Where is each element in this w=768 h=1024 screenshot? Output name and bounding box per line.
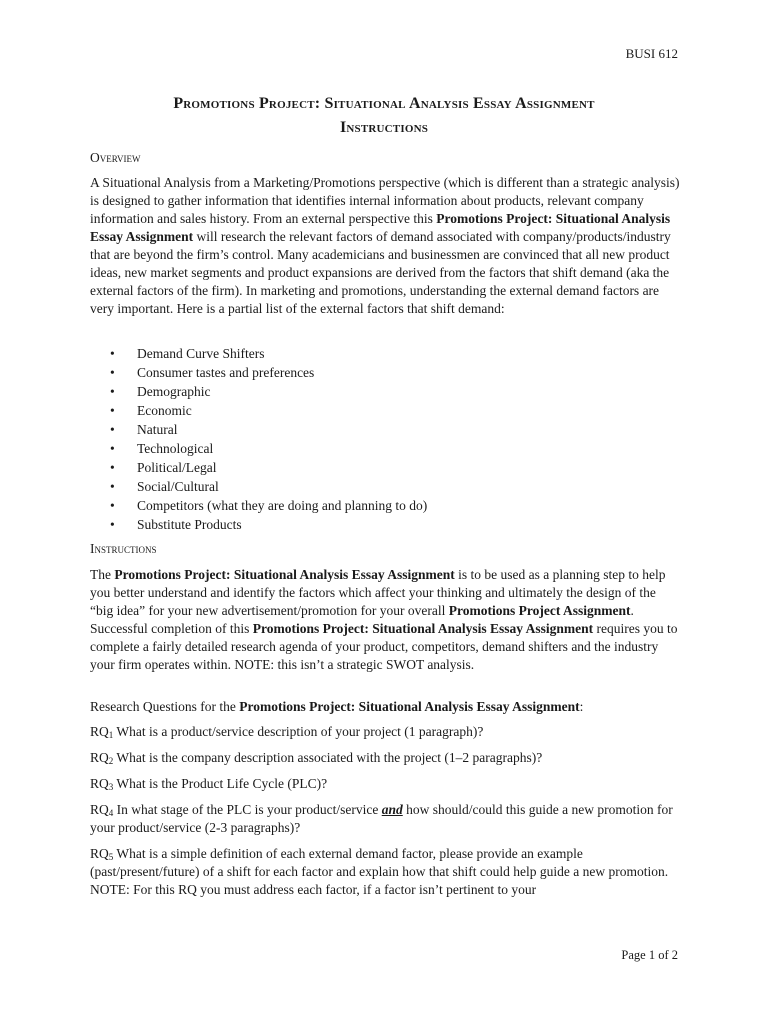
bullet-icon: • xyxy=(110,441,115,456)
list-item xyxy=(110,515,427,534)
course-code: BUSI 612 xyxy=(625,46,678,61)
document-title xyxy=(90,92,678,140)
list-item-label: Technological xyxy=(137,441,214,456)
list-item-label: Demand Curve Shifters xyxy=(137,346,265,361)
bullet-icon: • xyxy=(110,479,115,494)
bullet-icon: • xyxy=(110,422,115,437)
instructions-bold-2: Promotions Project Assignment xyxy=(448,603,631,618)
rq-text-continued: how should/could this guide a new promotion for your product/service (2-3 paragraphs)? xyxy=(90,802,673,835)
instructions-bold-1: Promotions Project: Situational Analysis Essay Assignment xyxy=(114,567,455,582)
list-item xyxy=(110,363,427,382)
demand-factor-list xyxy=(110,344,427,534)
bullet-icon: • xyxy=(110,403,115,418)
title-line-2: Instructions xyxy=(339,119,429,136)
list-item-label: Economic xyxy=(137,403,192,418)
rq-3 xyxy=(90,775,682,793)
overview-text-2: will research the relevant factors of demand associated with company/products/industry that are beyond the firm’s control. Many academicians and businessmen are convinced that all new product ideas, new market segments and product expansions are derived from the factors that shift demand (aka the external factors of the firm). In marketing and promotions, understanding the external demand factors are very important. Here is a partial list of the external factors that shift demand: xyxy=(90,229,671,316)
instructions-text-1: The xyxy=(90,567,115,582)
page-number: Page 1 of 2 xyxy=(621,948,678,962)
list-item xyxy=(110,344,427,363)
rq-number: 5 xyxy=(108,852,114,862)
title-line-1: Promotions Project: Situational Analysis Essay Assignment xyxy=(173,95,595,112)
instructions-text-2: is to be used as a planning step to help you better understand and identify the factors which affect your thinking and ultimately the design of the “big idea” for your new advertisement/promotion for your overall xyxy=(90,567,666,618)
bullet-icon: • xyxy=(110,365,115,380)
rq-prefix: RQ xyxy=(90,846,109,861)
rq-prefix: RQ xyxy=(90,724,109,739)
instructions-text-3: . Successful completion of this xyxy=(90,603,634,636)
rq-4 xyxy=(90,801,682,837)
list-item xyxy=(110,496,427,515)
rq-number: 2 xyxy=(108,756,114,766)
instructions-bold-3: Promotions Project: Situational Analysis Essay Assignment xyxy=(252,621,594,636)
list-item xyxy=(110,420,427,439)
list-item xyxy=(110,458,427,477)
rq-number: 3 xyxy=(108,782,114,792)
list-item-label: Demographic xyxy=(137,384,211,399)
rq-text: What is a product/service description of your project (1 paragraph)? xyxy=(113,724,484,739)
rq-intro-bold: Promotions Project: Situational Analysis Essay Assignment xyxy=(239,699,580,714)
rq-text: In what stage of the PLC is your product/service xyxy=(113,802,382,817)
rq-number: 1 xyxy=(108,730,114,740)
rq-text: What is the company description associated with the project (1–2 paragraphs)? xyxy=(113,750,543,765)
list-item xyxy=(110,477,427,496)
bullet-icon: • xyxy=(110,460,115,475)
list-item-label: Natural xyxy=(137,422,178,437)
bullet-icon: • xyxy=(110,498,115,513)
rq-intro-colon: : xyxy=(579,699,584,714)
bullet-icon: • xyxy=(110,517,115,532)
rq-prefix: RQ xyxy=(90,750,109,765)
rq-number: 4 xyxy=(108,808,114,818)
rq-5 xyxy=(90,845,682,899)
list-item xyxy=(110,401,427,420)
list-item xyxy=(110,382,427,401)
rq-intro xyxy=(90,698,682,716)
list-item-label: Social/Cultural xyxy=(137,479,219,494)
overview-heading: Overview xyxy=(90,150,141,165)
emphasis-and: and xyxy=(381,802,403,817)
rq-text: What is the Product Life Cycle (PLC)? xyxy=(113,776,328,791)
rq-intro-text: Research Questions for the xyxy=(90,699,240,714)
list-item-label: Political/Legal xyxy=(137,460,217,475)
instructions-heading: Instructions xyxy=(90,541,157,556)
instructions-text-4: requires you to complete a fairly detailed research agenda of your product, competitors, demand shifters and the industry your firm operates within. NOTE: this isn’t a strategic SWOT analysis. xyxy=(90,621,678,672)
rq-2 xyxy=(90,749,682,767)
overview-bold-title: Promotions Project: Situational Analysis Essay Assignment xyxy=(90,211,671,244)
list-item-label: Consumer tastes and preferences xyxy=(137,365,315,380)
instructions-paragraph xyxy=(90,566,682,674)
rq-text: What is a simple definition of each external demand factor, please provide an example (past/present/future) of a shift for each factor and explain how that shift could help guide a new promotion. NOTE: For this RQ you must address each factor, if a factor isn’t pertinent to your xyxy=(90,846,669,897)
rq-1 xyxy=(90,723,682,741)
overview-paragraph xyxy=(90,174,682,318)
list-item-label: Competitors (what they are doing and planning to do) xyxy=(137,498,428,513)
overview-text-1: A Situational Analysis from a Marketing/Promotions perspective (which is different than a strategic analysis) is designed to gather information that identifies internal information about products, relevant company information and sales history. From an external perspective this xyxy=(90,175,680,226)
rq-prefix: RQ xyxy=(90,776,109,791)
bullet-icon: • xyxy=(110,384,115,399)
list-item xyxy=(110,439,427,458)
bullet-icon: • xyxy=(110,346,115,361)
rq-prefix: RQ xyxy=(90,802,109,817)
list-item-label: Substitute Products xyxy=(137,517,242,532)
